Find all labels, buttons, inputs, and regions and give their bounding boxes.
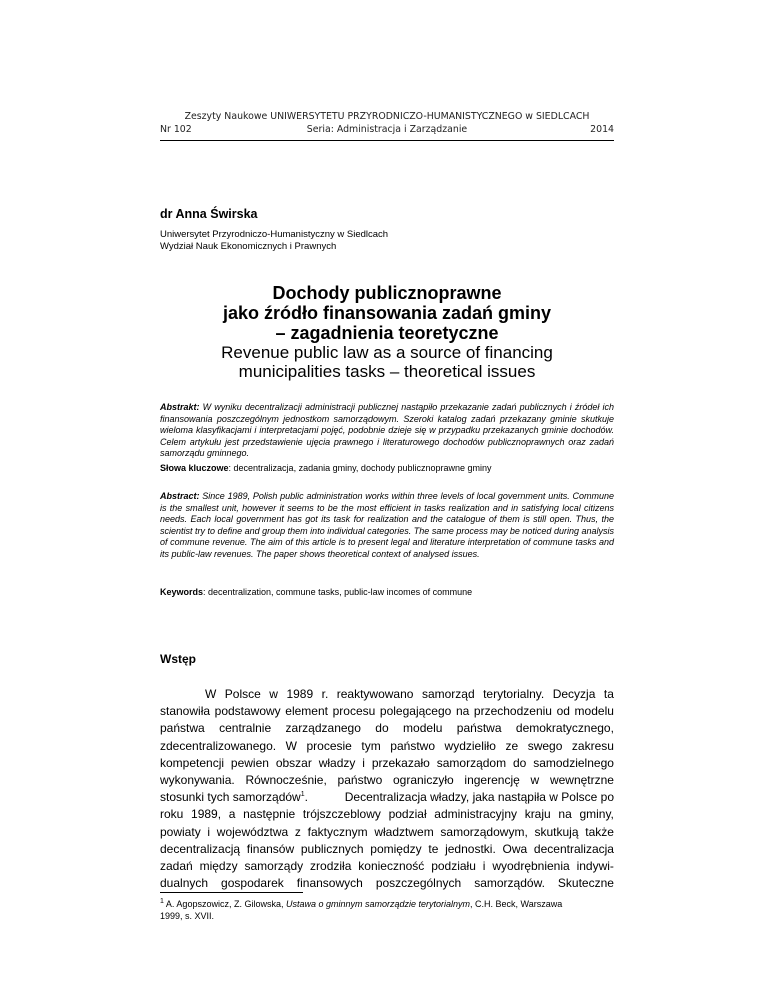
- title-pl-line-2: jako źródło finansowania zadań gminy: [222, 303, 552, 323]
- abstract-pl-text: W wyniku decentralizacji administracji publicznej nastąpiło przekazanie zadań publicznych i źródeł ich finansowania poszczególnym jednostkom samorządowym. Szeroki katalog zadań przekazany gminie skutkuje wieloma klasyfikacjami i interpretacjami pojęć, podobnie dzieje się w przypadku przekazanych gminie dochodów. Celem artykułu jest przedstawienie ujęcia prawnego i literaturowego dochodów publicznoprawnych oraz zadań samorządu gminnego.: [160, 402, 614, 458]
- footnote-number: 1: [160, 898, 164, 905]
- abstract-en: [160, 491, 614, 560]
- body-line: powiaty i województwa z faktycznym władztwem samorządowym, skutkują także: [160, 824, 614, 839]
- header-rule: [160, 140, 614, 141]
- section-heading: Wstęp: [160, 652, 196, 666]
- keywords-en: [160, 587, 614, 599]
- abstract-pl: [160, 402, 614, 460]
- keywords-pl: [160, 463, 614, 475]
- footnote-rule: [160, 892, 303, 893]
- body-text: [160, 686, 614, 892]
- body-line: stanowiła podstawowy element procesu polegającego na przechodzeniu od modelu: [160, 704, 614, 719]
- body-line: państwa centralnie zarządzanego do modelu państwa demokratycznego,: [160, 721, 614, 736]
- journal-year: 2014: [590, 124, 614, 135]
- body-line: [160, 789, 614, 806]
- keywords-en-label: Keywords: [160, 587, 204, 597]
- body-line: dualnych gospodarek finansowych poszczególnych samorządów. Skuteczne: [160, 876, 614, 891]
- keywords-pl-label: Słowa kluczowe: [160, 463, 229, 473]
- body-line: zdecentralizowanego. W procesie tym państwo wydzieliło ze swego zakresu: [160, 738, 614, 753]
- title-en-line-1: Revenue public law as a source of financing: [221, 343, 553, 362]
- body-line: roku 1989, a następnie trójszczeblowy podział administracyjny kraju na gminy,: [160, 807, 614, 822]
- footnote: [160, 899, 614, 922]
- author-affiliation: [160, 229, 388, 253]
- abstract-en-label: Abstract:: [160, 491, 200, 501]
- journal-header: [160, 110, 614, 136]
- abstract-pl-label: Abstrakt:: [160, 402, 200, 412]
- title-pl-line-1: Dochody publicznoprawne: [272, 283, 502, 303]
- article-title: [160, 283, 614, 381]
- body-line: kompetencji pewien obszar władzy i przekazało samorządom do samodzielnego: [160, 755, 614, 770]
- issue-number: Nr 102: [160, 124, 192, 135]
- title-en-line-2: municipalities tasks – theoretical issues: [238, 362, 536, 381]
- journal-name: Zeszyty Naukowe UNIWERSYTETU PRZYRODNICZO-HUMANISTYCZNEGO w SIEDLCACH: [184, 111, 590, 122]
- keywords-en-text: : decentralization, commune tasks, public-law incomes of commune: [203, 587, 473, 597]
- title-pl-line-3: – zagadnienia teoretyczne: [275, 323, 499, 343]
- footnote-reference[interactable]: 1: [300, 791, 305, 799]
- body-line-end: Decentralizacja władzy, jaka nastąpiła w Polsce po: [344, 790, 614, 805]
- footnote-line-2: 1999, s. XVII.: [160, 910, 215, 921]
- journal-series: Seria: Administracja i Zarządzanie: [306, 124, 468, 135]
- keywords-pl-text: : decentralizacja, zadania gminy, dochody publicznoprawne gminy: [228, 463, 492, 473]
- body-line: zadań między samorządy zrodziła konieczność podziału i wyodrębnienia indywi-: [160, 858, 614, 873]
- affiliation-faculty: Wydział Nauk Ekonomicznych i Prawnych: [160, 241, 337, 252]
- footnote-publisher: , C.H. Beck, Warszawa: [470, 899, 563, 909]
- footnote-title: Ustawa o gminnym samorządzie terytorialnym: [285, 899, 471, 909]
- body-line: wykonywania. Równocześnie, państwo ograniczyło ingerencję w wewnętrzne: [160, 772, 614, 787]
- footnote-authors: A. Agopszowicz, Z. Gilowska,: [165, 899, 284, 909]
- body-line-start: stosunki tych samorządów$^1$.: [160, 790, 308, 805]
- affiliation-university: Uniwersytet Przyrodniczo-Humanistyczny w Siedlcach: [160, 229, 389, 240]
- body-line: decentralizacją finansów publicznych pomiędzy te jednostki. Owa decentralizacja: [160, 841, 614, 856]
- author-name: dr Anna Świrska: [160, 207, 258, 221]
- abstract-en-text: Since 1989, Polish public administration works within three levels of local government units. Commune is the smallest unit, however it seems to be the most efficient in tasks realization and in satisfying local citizens needs. Each local government has got its task for realization and the catalogue of them is still open. Thus, the scientist try to define and group them into individual categories. The same process may be noticed during analysis of commune revenue. The aim of this article is to present legal and literature interpretation of commune tasks and its public-law revenues. The paper shows theoretical context of analysed issues.: [160, 491, 614, 559]
- body-line: W Polsce w 1989 r. reaktywowano samorząd terytorialny. Decyzja ta: [205, 687, 614, 701]
